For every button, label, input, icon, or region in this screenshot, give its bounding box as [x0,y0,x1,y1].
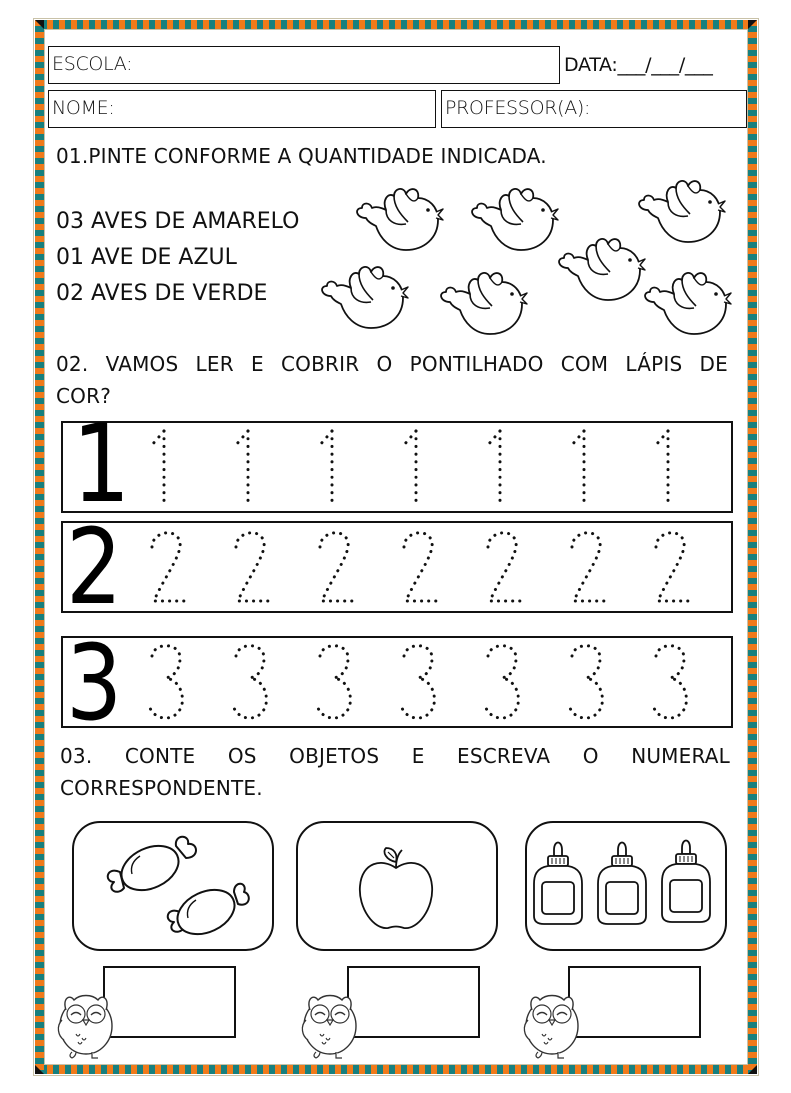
instruction-blue: 01 AVE DE AZUL [56,245,237,270]
exercise-2-title [56,348,728,412]
bird-outline-icon[interactable] [348,178,444,256]
dotted-numerals-2[interactable] [130,521,730,613]
name-field[interactable] [48,90,436,128]
bird-outline-icon[interactable] [463,178,559,256]
exercise-3-title [60,740,730,804]
bird-outline-icon[interactable] [550,228,646,306]
glue-bottle-icon [530,834,726,930]
answer-box-glue[interactable] [568,966,701,1038]
border-top [35,20,757,29]
exercise-2-title-line1: 02. VAMOS LER E COBRIR O PONTILHADO COM LÁPIS DE [56,352,728,376]
instruction-yellow: 03 AVES DE AMARELO [56,209,300,234]
candy-icon [100,830,250,942]
instruction-green: 02 AVES DE VERDE [56,281,268,306]
exercise-3-title-line1: 03. CONTE OS OBJETOS E ESCREVA O NUMERAL [60,744,730,768]
bird-outline-icon[interactable] [636,262,732,340]
border-bottom [35,1065,757,1074]
exercise-3-title-line2: CORRESPONDENTE. [60,776,263,800]
owl-icon [300,982,362,1064]
bird-outline-icon[interactable] [313,256,409,334]
date-label: DATA:___/___/___ [564,54,713,76]
teacher-field[interactable] [441,90,747,128]
answer-box-candy[interactable] [103,966,236,1038]
school-label: ESCOLA: [52,53,133,75]
model-numeral-1: 1 [72,402,131,527]
dotted-numerals-1[interactable] [130,421,730,513]
exercise-1-title: 01.PINTE CONFORME A QUANTIDADE INDICADA. [56,144,547,168]
owl-icon [56,982,118,1064]
name-label: NOME: [52,97,115,119]
border-right [748,20,757,1074]
dotted-numerals-3[interactable] [130,636,730,728]
model-numeral-3: 3 [66,622,123,744]
apple-icon [352,846,442,932]
border-left [35,20,44,1074]
bird-outline-icon[interactable] [432,262,528,340]
model-numeral-2: 2 [66,506,123,628]
date-field[interactable] [564,54,713,76]
exercise-2-title-line2: COR? [56,384,112,408]
school-field[interactable] [48,46,560,84]
owl-icon [522,982,584,1064]
teacher-label: PROFESSOR(A): [445,97,591,119]
answer-box-apple[interactable] [347,966,480,1038]
